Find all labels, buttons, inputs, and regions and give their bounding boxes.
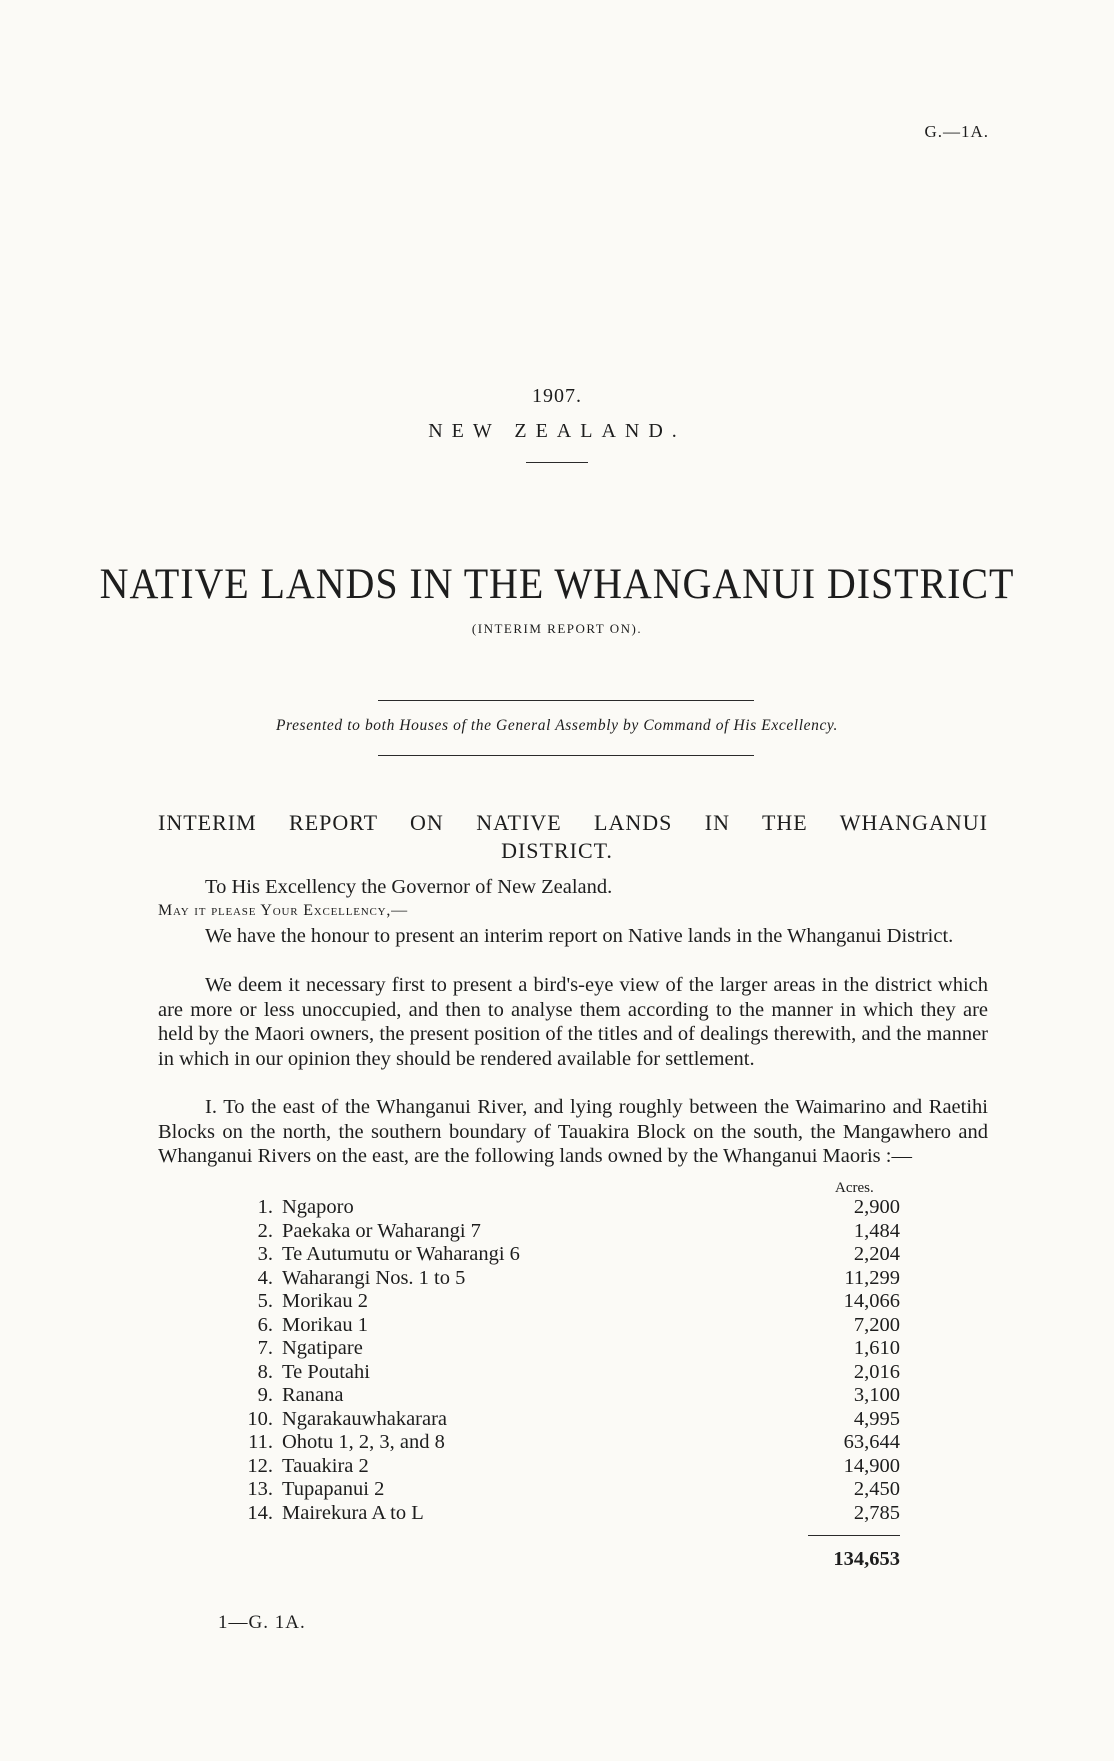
land-row [230, 1196, 900, 1220]
addressee: To His Excellency the Governor of New Zealand. [205, 876, 613, 898]
report-heading-line1: INTERIM REPORT ON NATIVE LANDS IN THE WHANGANUI [158, 810, 988, 835]
land-row [230, 1431, 900, 1455]
land-number: 13. [247, 1478, 273, 1500]
land-row [230, 1220, 900, 1244]
land-row [230, 1384, 900, 1408]
land-list [230, 1196, 900, 1525]
land-name: Te Autumutu or Waharangi 6 [282, 1243, 520, 1265]
presented-note: Presented to both Houses of the General Assembly by Command of His Excellency. [275, 717, 839, 734]
land-acres: 4,995 [853, 1407, 900, 1430]
land-name: Tupapanui 2 [282, 1478, 385, 1500]
land-row [230, 1502, 900, 1526]
paragraph-3: I. To the east of the Whanganui River, and lying roughly between the Waimarino and Raetihi Blocks on the north, the southern boundary of Tauakira Block on the south, the Mangawhero and Whanganui Rivers on the east, are the following lands owned by the Whanganui Maoris :— [158, 1096, 988, 1167]
acres-column-header: Acres. [835, 1180, 874, 1196]
land-name: Te Poutahi [282, 1360, 370, 1383]
land-name: Ngatipare [282, 1337, 363, 1359]
salutation: May it please Your Excellency,— [158, 902, 408, 919]
land-row [230, 1361, 900, 1385]
land-row [230, 1478, 900, 1502]
paragraph-1: We have the honour to present an interim report on Native lands in the Whanganui District. [205, 925, 954, 947]
footer-reference: 1—G. 1A. [218, 1612, 306, 1633]
land-row [230, 1267, 900, 1291]
year: 1907. [532, 385, 582, 407]
land-number: 3. [257, 1243, 273, 1265]
land-name: Morikau 2 [282, 1290, 368, 1312]
land-name: Ranana [282, 1384, 344, 1406]
land-name: Waharangi Nos. 1 to 5 [282, 1266, 466, 1289]
land-number: 10. [247, 1407, 273, 1430]
land-number: 1. [257, 1196, 273, 1218]
document-subtitle: (INTERIM REPORT ON). [471, 621, 643, 636]
land-number: 8. [257, 1360, 273, 1383]
land-acres: 63,644 [843, 1431, 900, 1453]
land-number: 4. [257, 1266, 273, 1289]
report-heading-line2: DISTRICT. [501, 838, 613, 863]
country-heading: NEW ZEALAND. [428, 420, 686, 442]
land-name: Morikau 1 [282, 1313, 368, 1336]
land-acres: 11,299 [844, 1266, 900, 1289]
land-number: 12. [247, 1454, 273, 1477]
land-acres: 2,016 [853, 1360, 900, 1383]
land-number: 11. [248, 1431, 273, 1453]
land-acres: 14,900 [843, 1454, 900, 1477]
divider-top [378, 700, 754, 701]
land-acres: 1,484 [853, 1219, 900, 1242]
document-title: NATIVE LANDS IN THE WHANGANUI DISTRICT [99, 561, 1015, 608]
land-acres: 1,610 [853, 1337, 900, 1359]
paragraph-2: We deem it necessary first to present a bird's-eye view of the larger areas in the district which are more or less unoccupied, and then to analyse them according to the manner in which they are held by the Maori owners, the present position of the titles and of dealings therewith, and the manner in which in our opinion they should be rendered available for settlement. [158, 974, 988, 1070]
land-row [230, 1314, 900, 1338]
land-name: Mairekura A to L [282, 1501, 424, 1524]
land-number: 9. [257, 1384, 273, 1406]
land-number: 6. [257, 1313, 273, 1336]
land-acres: 2,785 [853, 1501, 900, 1524]
divider-short [526, 462, 588, 463]
land-row [230, 1455, 900, 1479]
land-acres: 2,900 [853, 1196, 900, 1218]
land-acres: 2,450 [853, 1478, 900, 1500]
total-acres: 134,653 [833, 1548, 900, 1570]
land-row [230, 1290, 900, 1314]
page-reference: G.—1A. [924, 122, 989, 141]
land-name: Ngarakauwhakarara [282, 1407, 448, 1430]
land-name: Tauakira 2 [282, 1454, 369, 1477]
land-row [230, 1243, 900, 1267]
land-row [230, 1337, 900, 1361]
land-number: 14. [247, 1501, 273, 1524]
land-number: 7. [257, 1337, 273, 1359]
divider-bottom [378, 755, 754, 756]
land-number: 2. [257, 1219, 273, 1242]
land-acres: 3,100 [853, 1384, 900, 1406]
land-acres: 7,200 [853, 1313, 900, 1336]
land-name: Paekaka or Waharangi 7 [282, 1219, 481, 1242]
land-number: 5. [257, 1290, 273, 1312]
land-acres: 2,204 [853, 1243, 900, 1265]
land-acres: 14,066 [843, 1290, 900, 1312]
total-rule [808, 1535, 900, 1536]
land-name: Ngaporo [282, 1196, 354, 1218]
land-name: Ohotu 1, 2, 3, and 8 [282, 1431, 445, 1453]
land-row [230, 1408, 900, 1432]
